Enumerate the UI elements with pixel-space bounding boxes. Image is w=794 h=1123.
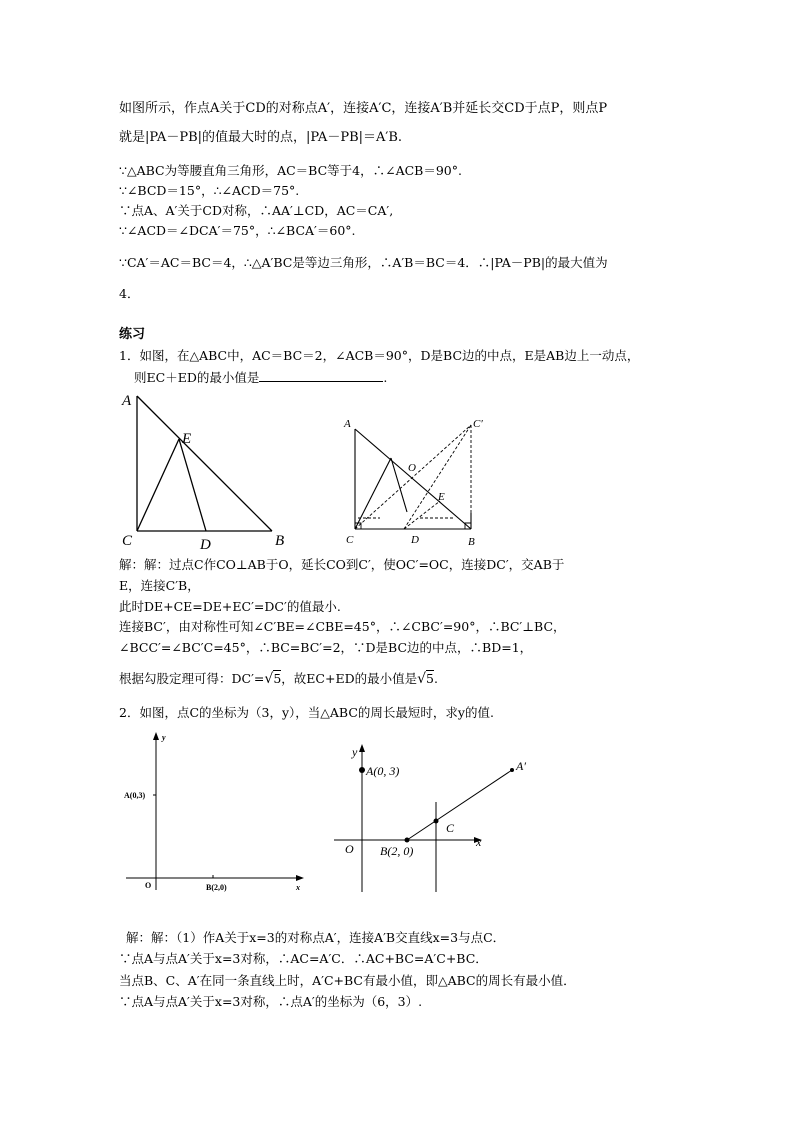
fig3-origin: O <box>145 881 152 890</box>
reason-line: ∵点A、A′关于CD对称，∴AA′⊥CD，AC＝CA′, <box>119 203 394 218</box>
fig4-point-b: B(2, 0) <box>380 844 414 858</box>
fig2-label-a: A <box>344 418 351 430</box>
reason-line: ∵∠ACD＝∠DCA′＝75°，∴∠BCA′＝60°. <box>119 223 356 238</box>
fig2-label-c-prime: C′ <box>473 418 483 430</box>
answer-blank <box>259 369 383 382</box>
fig2-label-b: B <box>468 536 475 548</box>
solution-1-line: E，连接C′B， <box>119 578 200 593</box>
result-prefix: 根据勾股定理可得：DC′= <box>119 671 265 686</box>
solution-1-line: ∠BCC′=∠BC′C=45°，∴BC=BC′=2，∵D是BC边的中点，∴BD=1， <box>119 640 533 655</box>
practice-heading: 练习 <box>119 327 146 342</box>
fig4-origin: O <box>345 842 354 856</box>
point-a-dot <box>359 767 365 773</box>
fig4-point-a-prime: A′ <box>516 759 526 773</box>
point-a-prime-dot <box>510 768 514 772</box>
figure-4-reflection <box>330 742 526 902</box>
fig1-label-b: B <box>275 533 285 549</box>
question-2: 2．如图，点C的坐标为（3，y），当△ABC的周长最短时，求y的值. <box>119 705 494 720</box>
solution-2-line: 解：解：（1）作A关于x=3的对称点A′，连接A′B交直线x=3与点C． <box>126 930 506 945</box>
fig1-label-e: E <box>182 431 192 447</box>
solution-2-line: ∵点A与点A′关于x=3对称，∴AC=A′C．∴AC+BC=A′C+BC． <box>119 951 488 966</box>
question-1-line-2 <box>134 369 387 386</box>
solution-2-line: 当点B、C、A′在同一条直线上时，A′C+BC有最小值，即△ABC的周长有最小值． <box>119 973 576 988</box>
question-1-line-1: 1．如图，在△ABC中，AC＝BC＝2，∠ACB＝90°，D是BC边的中点，E是AB边上一动点， <box>119 348 640 363</box>
sqrt-five: √5 <box>417 671 434 687</box>
fig1-label-a: A <box>122 393 132 409</box>
fig4-point-c: C <box>446 821 455 835</box>
result-end: . <box>433 671 438 686</box>
figure-3-coordinate-axes <box>120 730 310 895</box>
solution-2-line: ∵点A与点A′关于x=3对称，∴点A′的坐标为（6，3）. <box>119 994 423 1009</box>
fig2-label-o: O <box>408 462 416 474</box>
reason-line: ∵△ABC为等腰直角三角形，AC＝BC等于4，∴∠ACB＝90°. <box>119 163 462 178</box>
solution-1-result-line <box>119 671 438 687</box>
question-1-prompt: 则EC＋ED的最小值是 <box>134 370 260 385</box>
fig4-x-label: x <box>476 835 482 849</box>
conclusion-end: 4． <box>119 286 140 301</box>
point-c-dot <box>434 819 439 824</box>
solution-1-line: 连接BC′，由对称性可知∠C′BE=∠CBE=45°，∴∠CBC′=90°，∴BC′⊥BC， <box>119 619 566 634</box>
point-b-dot <box>405 838 410 843</box>
fig4-y-label: y <box>352 745 358 759</box>
intro-line-1: 如图所示，作点A关于CD的对称点A′，连接A′C，连接A′B并延长交CD于点P，则点P <box>119 101 608 116</box>
fig1-label-c: C <box>122 533 133 549</box>
fig4-point-a: A(0, 3) <box>366 764 400 778</box>
fig2-label-c: C <box>346 534 354 546</box>
fig2-label-e: E <box>438 491 445 503</box>
fig2-label-d: D <box>411 534 419 546</box>
reason-line: ∵∠BCD＝15°，∴∠ACD＝75°. <box>119 183 300 198</box>
fig1-label-d: D <box>200 537 211 553</box>
sqrt-five: √5 <box>264 671 282 687</box>
fig3-point-a: A(0,3) <box>124 791 146 800</box>
solution-1-line: 此时DE+CE=DE+EC′=DC′的值最小. <box>119 599 341 614</box>
solution-1-line: 解：解：过点C作CO⊥AB于O，延长CO到C′，使OC′=OC，连接DC′，交AB于 <box>119 557 565 572</box>
conclusion-line: ∵CA′＝AC＝BC＝4，∴△A′BC是等边三角形，∴A′B＝BC＝4．∴|PA－PB|的最大值为 <box>119 255 608 270</box>
figure-1-triangle <box>110 385 300 555</box>
intro-line-2: 就是|PA－PB|的值最大时的点，|PA－PB|＝A′B. <box>119 130 403 145</box>
result-middle: ，故EC+ED的最小值是 <box>281 671 418 686</box>
fig3-y-label: y <box>162 733 166 742</box>
figure-2-construction <box>340 415 500 550</box>
question-1-period: . <box>383 370 388 385</box>
fig3-x-label: x <box>296 883 300 892</box>
fig3-point-b: B(2,0) <box>206 883 227 892</box>
